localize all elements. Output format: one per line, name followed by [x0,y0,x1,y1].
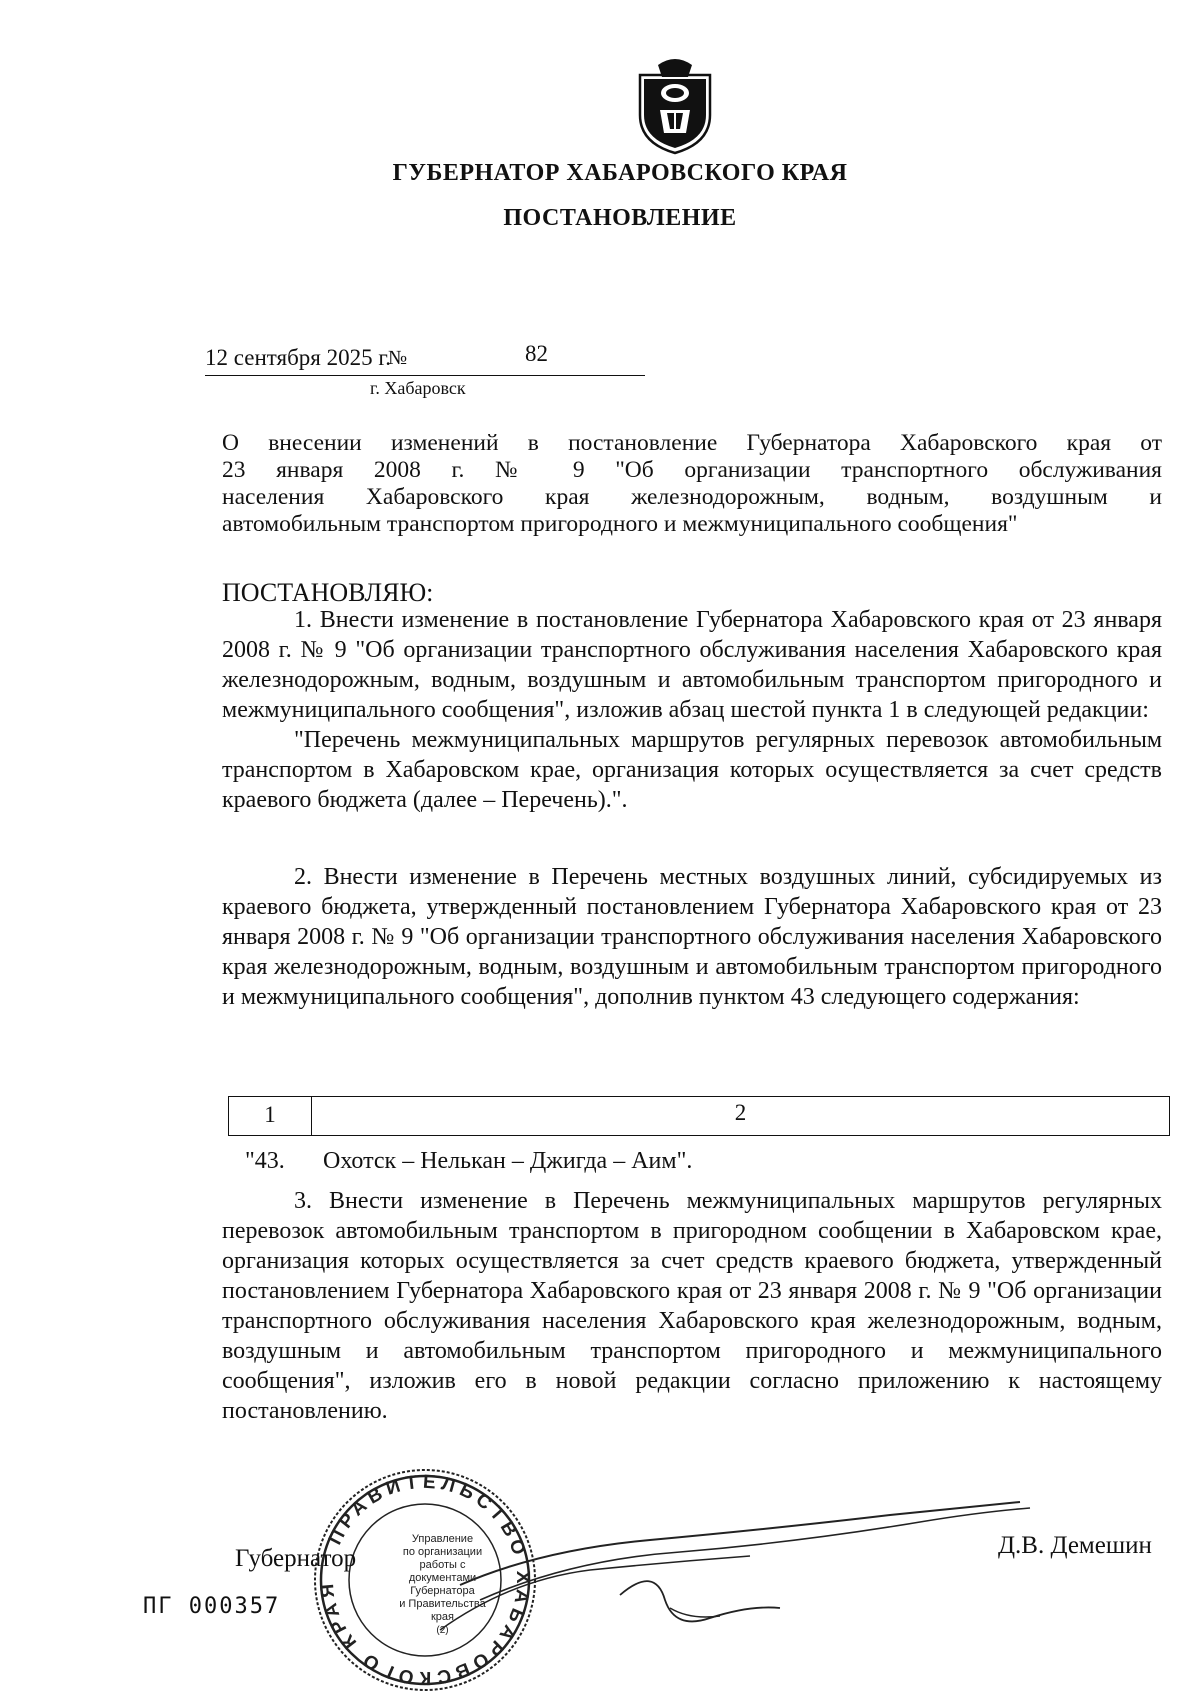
city: г. Хабаровск [370,378,466,398]
paragraph-3 [222,1186,1162,1426]
route-name: Охотск – Нелькан – Джигда – Аим". [323,1148,693,1174]
document-subject [222,430,1162,538]
row-number: "43. [245,1148,285,1174]
stamp-line: края [430,1611,454,1623]
table-header-cell: 2 [734,1100,747,1125]
subject-line: населения Хабаровского края железнодорожным, водным, воздушным и [222,484,1162,510]
stamp-line: работы с документами [408,1559,477,1584]
document-type: ПОСТАНОВЛЕНИЕ [503,205,737,231]
paragraph-1 [222,605,1162,815]
subject-line: О внесении изменений в постановление Губернатора Хабаровского края от [222,430,1162,456]
document-date: 12 сентября 2025 г. [205,345,391,370]
authority-title: ГУБЕРНАТОР ХАБАРОВСКОГО КРАЯ [392,160,848,186]
paragraph-3-text: 3. Внести изменение в Перечень межмуниципальных маршрутов регулярных перевозок автомобильным транспортом в пригородном сообщении в Хабаровском крае, организация которых осуществляется за счет средств краевого бюджета, утвержденный постановлением Губернатора Хабаровского края от 23 января 2008 г. № 9 "Об организации транспортного обслуживания населения Хабаровского края железнодорожным, водным, воздушным и автомобильным транспортом пригородного и межмуниципального сообщения", изложив его в новой редакции согласно приложению к настоящему постановлению. [222,1188,1162,1424]
signatory-position: Губернатор [235,1545,357,1572]
paragraph-1-text: 1. Внести изменение в постановление Губернатора Хабаровского края от 23 января 2008 г. № 9 "Об организации транспортного обслуживания населения Хабаровского края железнодорожным, водным, воздушным и автомобильным транспортом пригородного и межмуниципального сообщения", изложив абзац шестой пункта 1 в следующей редакции: [222,607,1162,723]
form-code: ПГ 000357 [143,1594,281,1619]
date-number-line [205,341,645,376]
paragraph-2 [222,862,1162,1012]
paragraph-1-quote: "Перечень межмуниципальных маршрутов регулярных перевозок автомобильным транспортом в Хабаровском крае, организация которых осуществляется за счет средств краевого бюджета (далее – Перечень).". [222,727,1162,813]
decree-word: ПОСТАНОВЛЯЮ: [222,578,434,607]
stamp-line: по организации [402,1546,483,1558]
subject-line: автомобильным транспортом пригородного и межмуниципального сообщения" [222,511,1018,537]
table-row [245,1148,692,1175]
number-label: № [388,347,408,369]
handwritten-signature [420,1490,1040,1650]
signatory-name: Д.В. Демешин [998,1532,1152,1559]
stamp-number: (2) [436,1625,449,1636]
table-header-cell: 1 [229,1097,312,1135]
coat-of-arms-icon [630,55,720,155]
amendment-table-header [228,1096,1170,1136]
document-number: 82 [525,341,548,366]
subject-line: 23 января 2008 г. № 9 "Об организации транспортного обслуживания [222,457,1162,483]
stamp-line: Губернатора [410,1585,475,1597]
stamp-line: и Правительства [399,1598,486,1610]
stamp-line: Управление [411,1533,474,1545]
paragraph-2-text: 2. Внести изменение в Перечень местных воздушных линий, субсидируемых из краевого бюджета, утвержденный постановлением Губернатора Хабаровского края от 23 января 2008 г. № 9 "Об организации транспортного обслуживания населения Хабаровского края железнодорожным, водным, воздушным и автомобильным транспортом пригородного и межмуниципального сообщения", дополнив пунктом 43 следующего содержания: [222,864,1162,1010]
stamp-ring-text: ПРАВИТЕЛЬСТВО ХАБАРОВСКОГО КРАЯ [316,1471,534,1689]
